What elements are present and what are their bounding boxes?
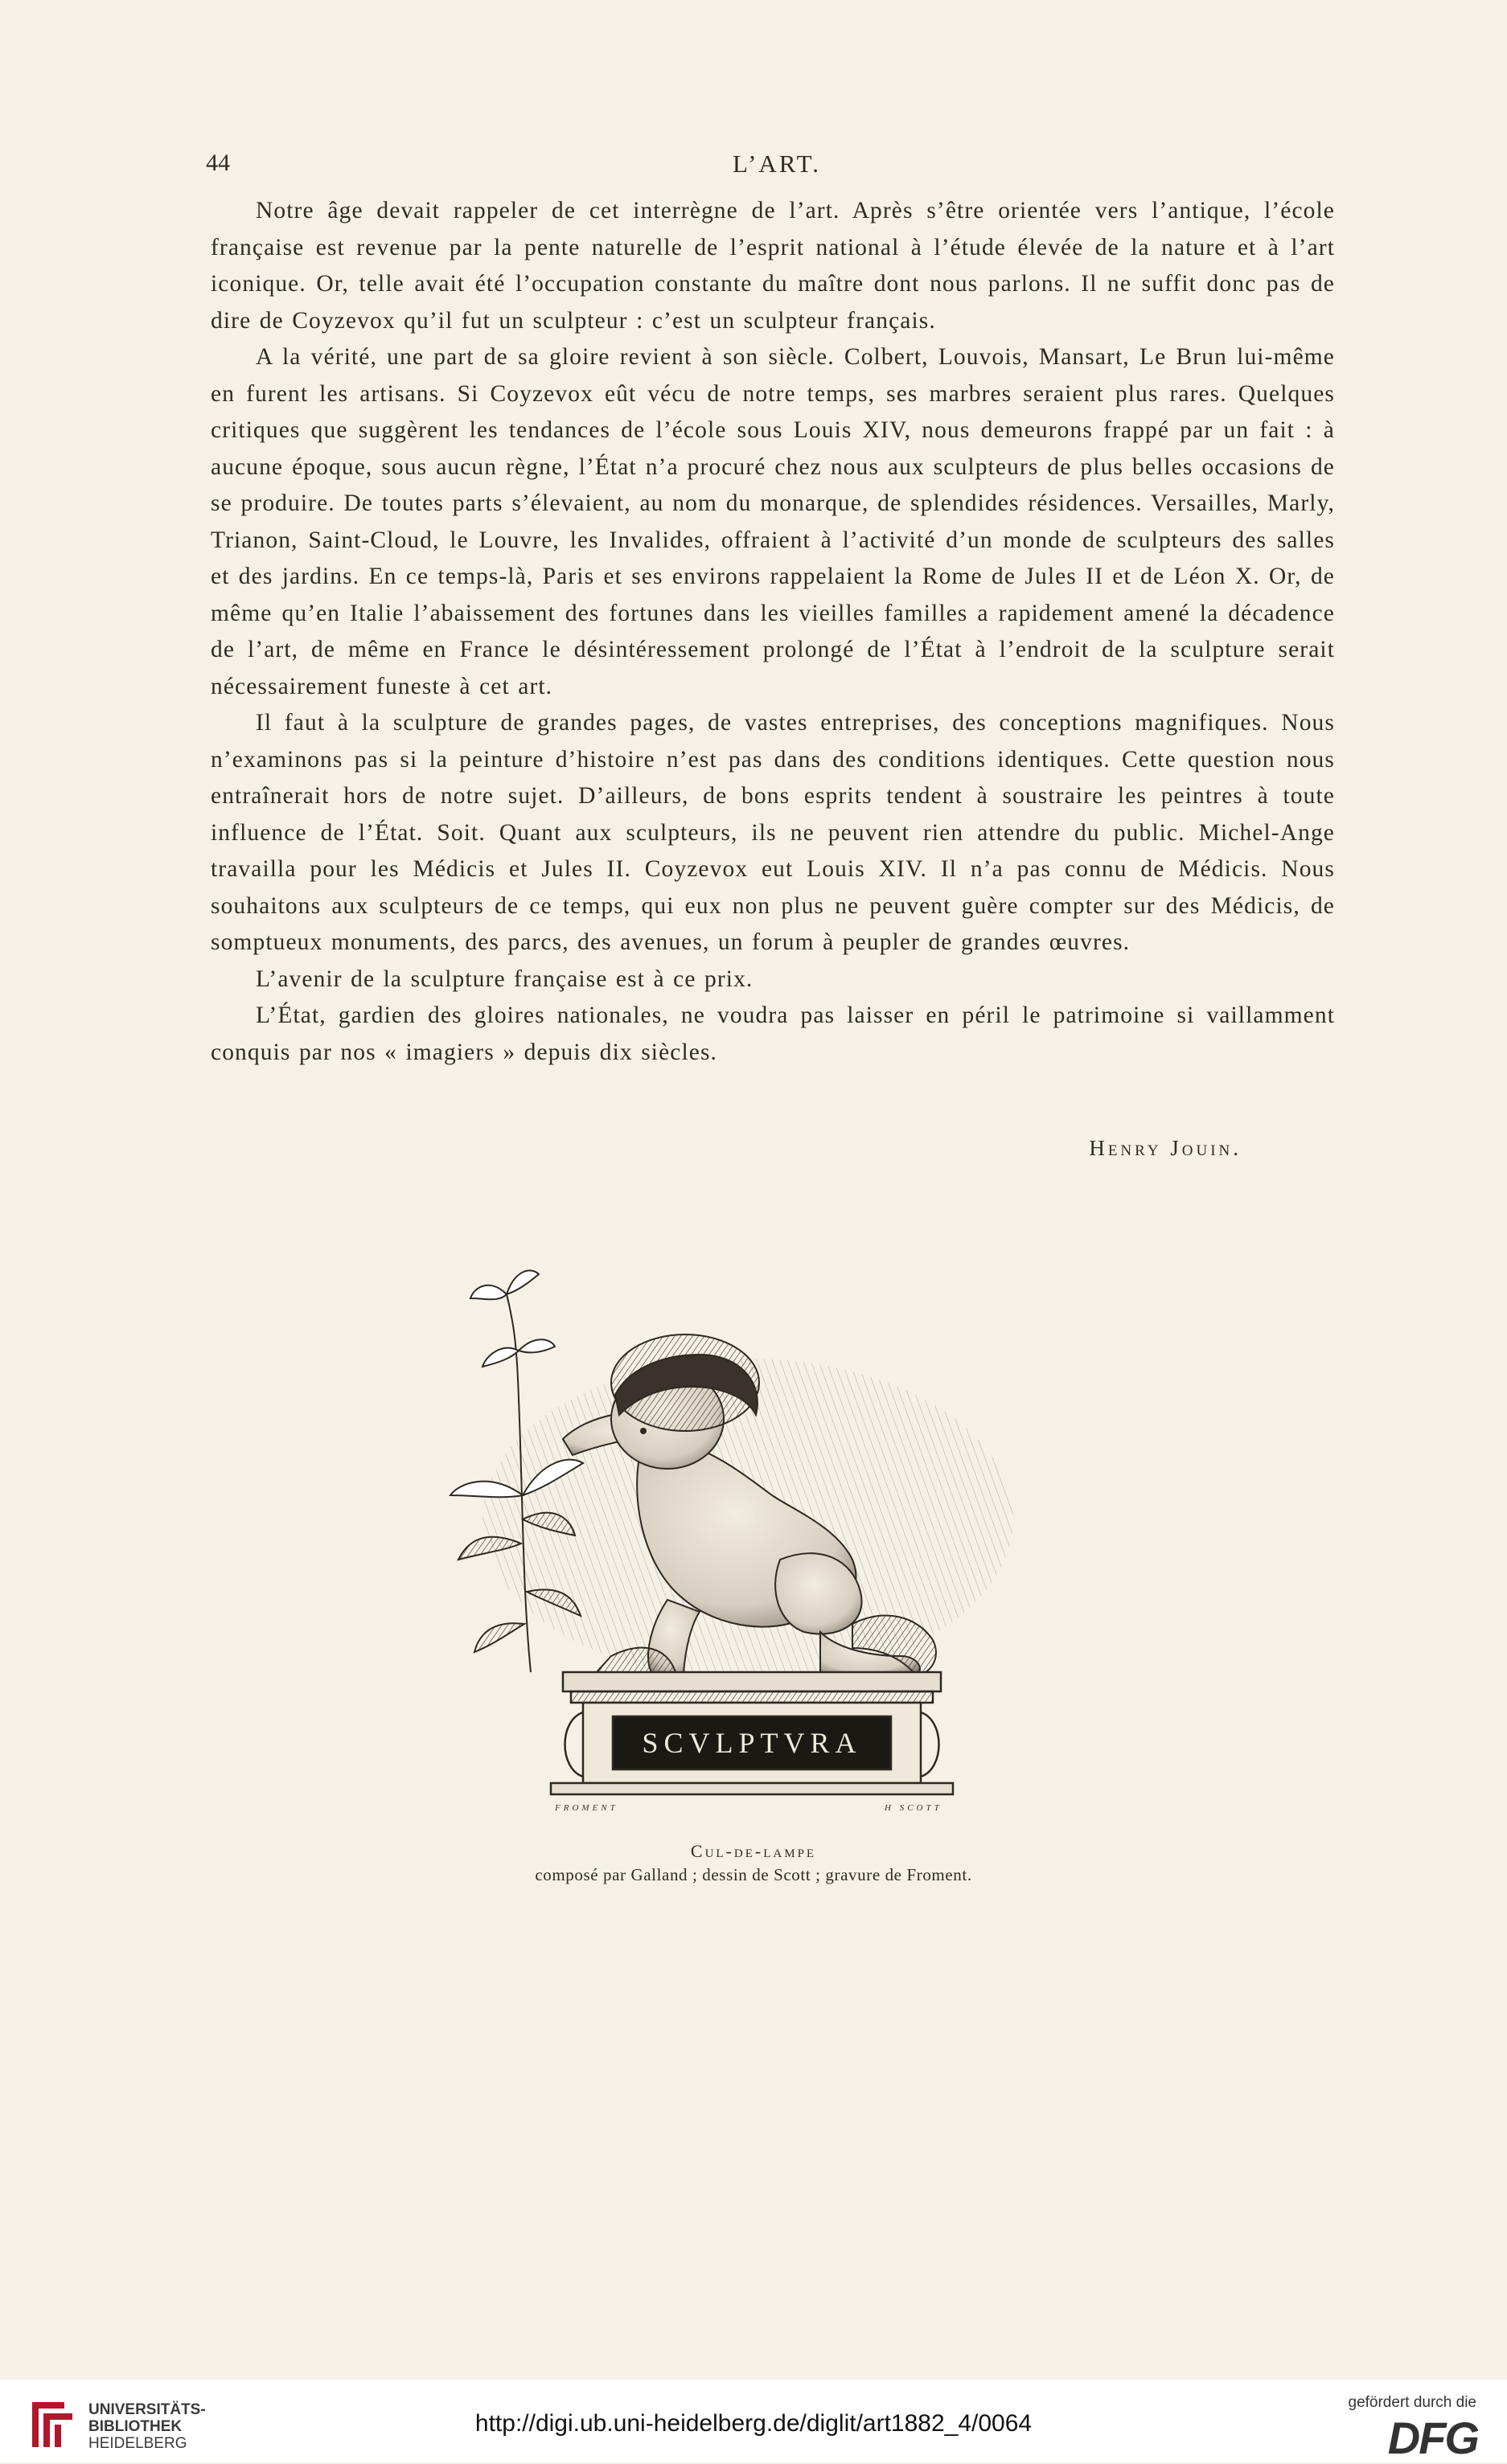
viewer-footer	[0, 2380, 1507, 2462]
paragraph: L’État, gardien des gloires nationales, ne voudra pas laisser en péril le patrimoine si vaillamment conquis par nos « imagiers » depuis dix siècles.	[211, 1002, 1335, 1065]
running-head: L’ART.	[732, 150, 821, 178]
draughtsman-signature: H SCOTT	[885, 1803, 942, 1813]
page-header	[206, 150, 1348, 182]
permalink-url[interactable]: http://digi.ub.uni-heidelberg.de/diglit/art1882_4/0064	[474, 2410, 1033, 2437]
paragraph: Notre âge devait rappeler de cet interrègne de l’art. Après s’être orientée vers l’antique, l’école française est revenue par la pente naturelle de l’esprit national à l’étude élevée de la nature et à l’art iconique. Or, telle avait été l’occupation constante du maître dont nous parlons. Il ne suffit donc pas de dire de Coyzevox qu’il fut un sculpteur : c’est un sculpteur français.	[211, 198, 1335, 334]
library-name-line: BIBLIOTHEK	[88, 2418, 183, 2435]
dfg-logo: DFG	[1387, 2413, 1478, 2463]
article-body	[211, 193, 1335, 1071]
page-number: 44	[206, 150, 230, 176]
funding-credit: gefördert durch die	[1348, 2394, 1476, 2411]
library-name-line: UNIVERSITÄTS-	[88, 2401, 206, 2418]
engraver-signature: FROMENT	[555, 1803, 618, 1813]
pedestal-inscription: SCVLPTVRA	[642, 1727, 862, 1759]
paragraph: L’avenir de la sculpture française est à ce prix.	[256, 966, 754, 992]
paragraph: Il faut à la sculpture de grandes pages, de vastes entreprises, des conceptions magnifiques. Nous n’examinons pas si la peinture d’histoire n’est pas dans des conditions identiques. Cette question nous entraînerait hors de notre sujet. D’ailleurs, de bons esprits tendent à soustraire les peintres à toute influence de l’État. Soit. Quant aux sculpteurs, ils ne peuvent rien attendre du public. Michel-Ange travailla pour les Médicis et Jules II. Coyzevox eut Louis XIV. Il n’a pas connu de Médicis. Nous souhaitons aux sculpteurs de ce temps, qui eux non plus ne peuvent guère compter sur des Médicis, de somptueux monuments, des parcs, des avenues, un forum à peupler de grandes œuvres.	[211, 710, 1335, 955]
caption-text: composé par Galland ; dessin de Scott ; gravure de Froment.	[535, 1865, 972, 1884]
library-name-line: HEIDELBERG	[88, 2435, 187, 2452]
cul-de-lampe-engraving	[402, 1254, 1045, 1817]
author-signature: Henry Jouin.	[1089, 1136, 1242, 1160]
pedestal	[551, 1672, 953, 1794]
paragraph: A la vérité, une part de sa gloire revient à son siècle. Colbert, Louvois, Mansart, Le Brun lui-même en furent les artisans. Si Coyzevox eût vécu de notre temps, ses marbres seraient plus rares. Quelques critiques que suggèrent les tendances de l’école sous Louis XIV, nous demeurons frappé par un fait : à aucune époque, sous aucun règne, l’État n’a procuré chez nous aux sculpteurs de plus belles occasions de se produire. De toutes parts s’élevaient, au nom du monarque, de splendides résidences. Versailles, Marly, Trianon, Saint-Cloud, le Louvre, les Invalides, offraient à l’activité d’un monde de sculpteurs des salles et des jardins. En ce temps-là, Paris et ses environs rappelaient la Rome de Jules II et de Léon X. Or, de même qu’en Italie l’abaissement des fortunes dans les vieilles familles a rapidement amené la décadence de l’art, de même en France le désintéressement prolongé de l’État à l’endroit de la sculpture serait nécessairement funeste à cet art.	[211, 344, 1335, 699]
caption-title: Cul-de-lampe	[690, 1841, 817, 1861]
